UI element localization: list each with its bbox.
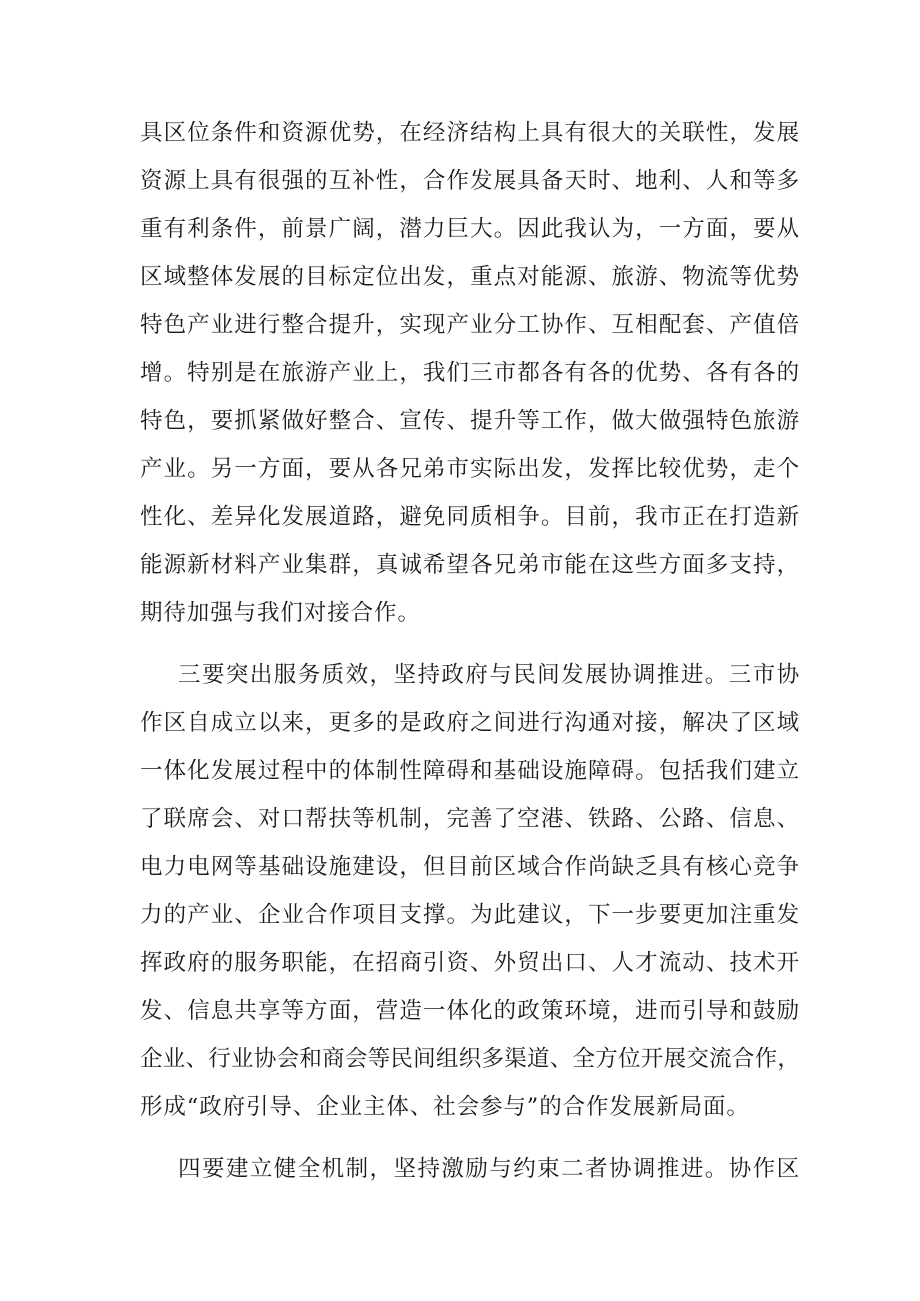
text-line: 特色，要抓紧做好整合、宣传、提升等工作，做大做强特色旅游	[140, 408, 800, 434]
text-line: 力的产业、企业合作项目支撑。为此建议，下一步要更加注重发	[140, 902, 800, 928]
text-line: 性化、差异化发展道路，避免同质相争。目前，我市正在打造新	[140, 504, 800, 530]
text-line: 挥政府的服务职能，在招商引资、外贸出口、人才流动、技术开	[140, 950, 800, 976]
text-line: 形成“政府引导、企业主体、社会参与”的合作发展新局面。	[140, 1094, 750, 1120]
text-line: 了联席会、对口帮扶等机制，完善了空港、铁路、公路、信息、	[140, 806, 800, 832]
text-line: 电力电网等基础设施建设，但目前区域合作尚缺乏具有核心竞争	[140, 854, 800, 880]
text-line: 发、信息共享等方面，营造一体化的政策环境，进而引导和鼓励	[140, 998, 800, 1024]
text-line: 一体化发展过程中的体制性障碍和基础设施障碍。包括我们建立	[140, 758, 800, 784]
text-line: 能源新材料产业集群，真诚希望各兄弟市能在这些方面多支持，	[140, 552, 800, 578]
text-line: 作区自成立以来，更多的是政府之间进行沟通对接，解决了区域	[140, 710, 800, 736]
text-line: 资源上具有很强的互补性，合作发展具备天时、地利、人和等多	[140, 168, 800, 194]
text-line: 企业、行业协会和商会等民间组织多渠道、全方位开展交流合作，	[140, 1046, 800, 1072]
text-line: 具区位条件和资源优势，在经济结构上具有很大的关联性，发展	[140, 120, 800, 146]
text-line: 特色产业进行整合提升，实现产业分工协作、互相配套、产值倍	[140, 312, 800, 338]
paragraph-start-line: 三要突出服务质效，坚持政府与民间发展协调推进。三市协	[178, 662, 800, 688]
text-line: 增。特别是在旅游产业上，我们三市都各有各的优势、各有各的	[140, 360, 800, 386]
text-line: 期待加强与我们对接合作。	[140, 600, 421, 626]
text-line: 产业。另一方面，要从各兄弟市实际出发，发挥比较优势，走个	[140, 456, 800, 482]
text-line: 区域整体发展的目标定位出发，重点对能源、旅游、物流等优势	[140, 264, 800, 290]
text-line: 重有利条件，前景广阔，潜力巨大。因此我认为，一方面，要从	[140, 216, 800, 242]
paragraph-start-line: 四要建立健全机制，坚持激励与约束二者协调推进。协作区	[178, 1156, 800, 1182]
